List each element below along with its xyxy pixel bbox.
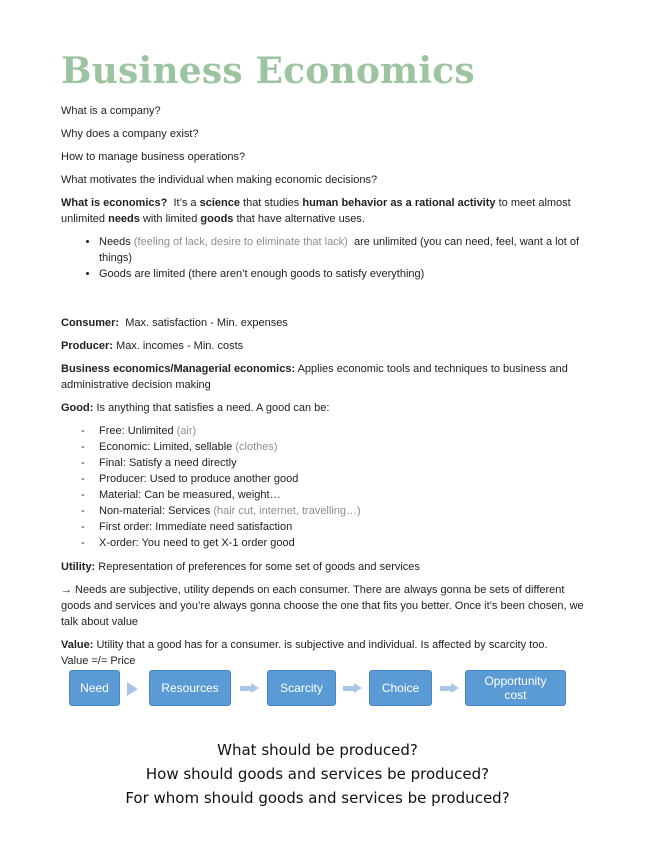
list-item-goods: • Goods are limited (there aren’t enough goods to satisfy everything) (99, 266, 591, 282)
value-price-note: Value =/= Price (61, 655, 136, 667)
economics-text-4: with limited (142, 213, 198, 225)
good-type-text: Producer: Used to produce another good (99, 473, 299, 485)
good-type-text: X-order: You need to get X-1 order good (99, 537, 295, 549)
arrow-right-icon (440, 683, 460, 694)
economics-key-science: science (199, 197, 240, 209)
key-question-what: What should be produced? (217, 741, 418, 759)
business-economics-label: Business economics/Managerial economics: (61, 363, 296, 375)
flow-label-choice: Choice (381, 681, 420, 695)
producer-line (61, 338, 591, 354)
list-item (81, 471, 591, 487)
flow-box-scarcity (267, 670, 336, 706)
consumer-label: Consumer: (61, 317, 120, 329)
question-motivation: What motivates the individual when making economic decisions? (61, 174, 378, 186)
good-type-text: Final: Satisfy a need directly (99, 457, 237, 469)
good-label: Good: (61, 402, 94, 414)
good-type-text: First order: Immediate need satisfaction (99, 521, 293, 533)
good-types-list (61, 423, 591, 551)
question-why-exist: Why does a company exist? (61, 128, 199, 140)
consumer-text: Max. satisfaction - Min. expenses (125, 317, 288, 329)
list-item (81, 519, 591, 535)
good-text: Is anything that satisfies a need. A good can be: (96, 402, 330, 414)
utility-text: Representation of preferences for some set of goods and services (98, 561, 420, 573)
good-type-text: Economic: Limited, sellable (99, 441, 233, 453)
good-type-example: (hair cut, internet, travelling…) (213, 505, 361, 517)
good-line (61, 400, 591, 416)
key-question-whom: For whom should goods and services be produced? (125, 789, 510, 807)
flow-box-resources (149, 670, 231, 706)
arrow-right-icon (240, 683, 260, 694)
question-company: What is a company? (61, 105, 161, 117)
list-item (81, 423, 591, 439)
list-item (81, 439, 591, 455)
value-label: Value: (61, 639, 94, 651)
utility-line (61, 559, 591, 575)
needs-goods-list (61, 234, 591, 282)
flow-label-cost: cost (504, 688, 527, 702)
flow-label-opportunity: Opportunity (484, 674, 547, 688)
value-text: Utility that a good has for a consumer. is subjective and individual. Is affected by scarcity too. (96, 639, 548, 651)
blank-line (61, 290, 591, 315)
needs-text: Needs (99, 236, 131, 248)
producer-label: Producer: (61, 340, 113, 352)
good-type-text: Free: Unlimited (99, 425, 174, 437)
value-line (61, 637, 591, 669)
notes-body (61, 103, 591, 676)
needs-text-end: are unlimited (you can need, feel, want a lot of things) (99, 236, 580, 264)
flow-box-need (69, 670, 120, 706)
page-title: Business Economics (61, 50, 475, 92)
consumer-line (61, 315, 591, 331)
economics-text-3: to meet almost unlimited (61, 197, 571, 225)
producer-text: Max. incomes - Min. costs (116, 340, 244, 352)
list-item (81, 487, 591, 503)
good-type-example: (air) (176, 425, 197, 437)
list-item-needs (99, 234, 591, 266)
question-manage: How to manage business operations? (61, 151, 246, 163)
business-economics-line (61, 361, 591, 393)
chevron-right-icon (127, 682, 138, 696)
business-economics-text: Applies economic tools and techniques to business and administrative decision making (61, 363, 568, 391)
economics-definition (61, 195, 591, 227)
economics-key-behavior: human behavior as a rational activity (302, 197, 496, 209)
economics-text-2: that studies (243, 197, 300, 209)
economics-text-5: that have alternative uses. (236, 213, 365, 225)
flow-label-need: Need (80, 681, 109, 695)
flow-box-opportunity-cost (465, 670, 566, 706)
key-questions (0, 738, 635, 810)
economics-key-goods: goods (200, 213, 234, 225)
economics-key-needs: needs (108, 213, 140, 225)
arrow-right-icon (343, 683, 363, 694)
good-type-example: (clothes) (235, 441, 278, 453)
good-type-text: Material: Can be measured, weight… (99, 489, 281, 501)
list-item (81, 535, 591, 551)
economics-label: What is economics? (61, 197, 168, 209)
flow-label-scarcity: Scarcity (280, 681, 323, 695)
good-type-text: Non-material: Services (99, 505, 211, 517)
flow-box-choice (369, 670, 432, 706)
list-item (81, 503, 591, 519)
key-question-how: How should goods and services be produced? (145, 765, 490, 783)
flow-label-resources: Resources (161, 681, 219, 695)
utility-label: Utility: (61, 561, 96, 573)
flow-label-opportunity-cost (484, 674, 546, 702)
economic-flow-diagram (0, 670, 655, 708)
economics-text-1: It’s a (173, 197, 197, 209)
list-item (81, 455, 591, 471)
needs-gray-note: (feeling of lack, desire to eliminate that lack) (133, 236, 348, 248)
needs-subjective-note: → Needs are subjective, utility depends on each consumer. There are always gonna be sets of different goods and services and you’re always gonna choose the one that fits you better. Once it’s been chosen, we talk about value (61, 584, 584, 628)
